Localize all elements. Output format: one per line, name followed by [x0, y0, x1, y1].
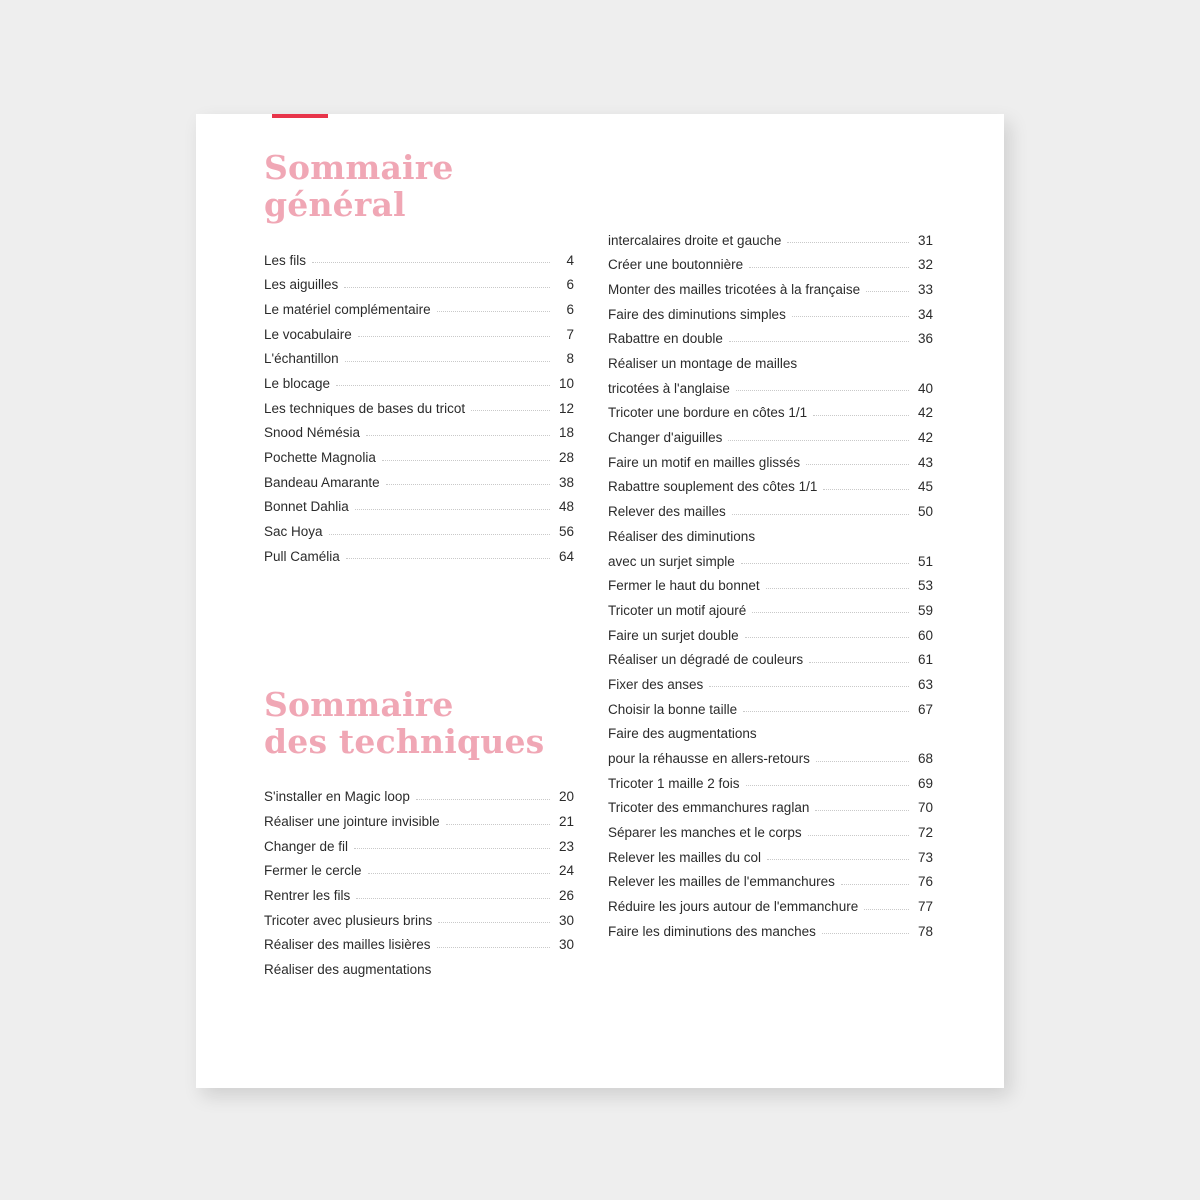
toc-entry-label: S'installer en Magic loop [264, 789, 410, 805]
toc-leader-dots [345, 354, 550, 362]
toc-entry-page-number: 31 [917, 232, 933, 248]
toc-leader-dots [355, 502, 550, 510]
toc-leader-dots [823, 482, 909, 490]
toc-entry-label: Monter des mailles tricotées à la française [608, 281, 861, 297]
toc-entry-page-number: 26 [558, 888, 574, 904]
toc-entry-page-number: 10 [558, 375, 574, 391]
toc-entry-label: Faire un surjet double [608, 627, 739, 643]
toc-entry[interactable] [608, 672, 933, 697]
toc-entry-label: Les techniques de bases du tricot [264, 400, 466, 416]
toc-leader-dots [761, 532, 927, 539]
toc-leader-dots [329, 527, 550, 535]
toc-entry-label: Pull Camélia [264, 548, 340, 564]
toc-title-techniques: Sommaire des techniques [264, 684, 545, 761]
toc-entry-label: Relever des mailles [608, 504, 726, 520]
toc-entry[interactable] [264, 495, 574, 520]
toc-leader-dots [437, 940, 550, 948]
toc-entry-page-number: 36 [917, 331, 933, 347]
toc-entry-page-number: 32 [917, 257, 933, 273]
toc-list-techniques-continued [608, 228, 933, 944]
toc-entry-label: L'échantillon [264, 351, 339, 367]
toc-entry-label: Séparer les manches et le corps [608, 825, 802, 841]
toc-entry-page-number: 40 [917, 380, 933, 396]
document-page-container [196, 114, 1004, 1088]
toc-entry-label: Les aiguilles [264, 277, 339, 293]
toc-entry-page-number: 12 [558, 400, 574, 416]
toc-entry-page-number: 77 [917, 899, 933, 915]
toc-entry-page-number: 76 [917, 874, 933, 890]
toc-entry[interactable] [264, 371, 574, 396]
toc-entry-page-number: 56 [558, 524, 574, 540]
toc-entry-label: Tricoter 1 maille 2 fois [608, 775, 740, 791]
toc-entry-label: Relever les mailles de l'emmanchures [608, 874, 835, 890]
toc-list-techniques [264, 785, 574, 983]
toc-leader-dots [787, 235, 909, 243]
toc-entry-label: Fermer le haut du bonnet [608, 578, 760, 594]
toc-entry-label: Les fils [264, 252, 307, 268]
toc-title-general: Sommaire général [264, 148, 454, 224]
toc-entry-label: intercalaires droite et gauche [608, 232, 782, 248]
toc-columns [196, 114, 1004, 1088]
toc-entry[interactable] [608, 697, 933, 722]
toc-leader-dots [732, 507, 909, 515]
toc-entry-page-number: 6 [566, 277, 574, 293]
toc-entry-page-number: 61 [917, 652, 933, 668]
toc-entry-page-number: 60 [917, 627, 933, 643]
toc-entry-page-number: 59 [917, 602, 933, 618]
toc-entry-label: Bandeau Amarante [264, 474, 380, 490]
toc-entry-label: Rentrer les fils [264, 888, 351, 904]
toc-entry[interactable] [608, 598, 933, 623]
toc-leader-dots [749, 260, 909, 268]
toc-leader-dots [809, 655, 909, 663]
toc-entry-page-number: 33 [917, 281, 933, 297]
toc-entry[interactable] [608, 327, 933, 352]
toc-entry-page-number: 68 [917, 751, 933, 767]
toc-entry-page-number: 45 [917, 479, 933, 495]
toc-entry-label: Faire les diminutions des manches [608, 923, 816, 939]
toc-entry-page-number: 7 [566, 326, 574, 342]
toc-entry[interactable] [264, 273, 574, 298]
toc-entry-label: Réduire les jours autour de l'emmanchure [608, 899, 859, 915]
toc-entry[interactable] [608, 253, 933, 278]
toc-entry-label: Tricoter un motif ajouré [608, 602, 747, 618]
toc-entry-page-number: 67 [917, 701, 933, 717]
toc-entry[interactable] [608, 722, 933, 747]
book-page [196, 114, 1004, 1088]
toc-entry[interactable] [608, 895, 933, 920]
toc-entry[interactable] [608, 870, 933, 895]
toc-leader-dots [382, 453, 550, 461]
toc-leader-dots [728, 433, 909, 441]
toc-entry-page-number: 30 [558, 912, 574, 928]
toc-entry-label: Relever les mailles du col [608, 849, 762, 865]
toc-entry-page-number: 38 [558, 474, 574, 490]
toc-entry-label: pour la réhausse en allers-retours [608, 751, 810, 767]
toc-entry-page-number: 69 [917, 775, 933, 791]
toc-entry-label: Faire des augmentations [608, 726, 757, 742]
toc-leader-dots [437, 304, 550, 312]
toc-entry[interactable] [264, 470, 574, 495]
toc-entry-label: Créer une boutonnière [608, 257, 744, 273]
toc-entry-label: Le blocage [264, 375, 331, 391]
toc-entry-label: Faire un motif en mailles glissés [608, 454, 801, 470]
toc-leader-dots [752, 605, 909, 613]
toc-entry-label: Pochette Magnolia [264, 450, 376, 465]
toc-entry[interactable] [608, 302, 933, 327]
toc-entry-page-number: 8 [566, 351, 574, 367]
toc-entry[interactable] [608, 574, 933, 599]
toc-entry-page-number: 18 [558, 425, 574, 441]
toc-entry[interactable] [264, 908, 574, 933]
toc-leader-dots [763, 730, 927, 737]
toc-entry-label: Fermer le cercle [264, 863, 362, 879]
toc-leader-dots [815, 803, 909, 811]
toc-entry-label: Réaliser une jointure invisible [264, 814, 440, 830]
toc-leader-dots [729, 334, 909, 342]
toc-entry[interactable] [264, 396, 574, 421]
toc-entry[interactable] [608, 524, 933, 549]
toc-entry-label: Snood Némésia [264, 425, 361, 441]
toc-leader-dots [822, 926, 909, 934]
toc-leader-dots [866, 284, 909, 292]
toc-entry[interactable] [608, 821, 933, 846]
toc-leader-dots [767, 852, 909, 860]
toc-entry-page-number: 42 [917, 405, 933, 421]
toc-entry-label: Faire des diminutions simples [608, 306, 786, 322]
toc-leader-dots [766, 581, 909, 589]
toc-entry[interactable] [264, 859, 574, 884]
toc-leader-dots [437, 966, 568, 973]
toc-entry[interactable] [264, 421, 574, 446]
toc-entry[interactable] [264, 445, 574, 470]
toc-entry[interactable] [264, 958, 574, 983]
toc-leader-dots [356, 891, 550, 899]
toc-leader-dots [743, 704, 909, 712]
toc-entry-page-number: 4 [566, 252, 574, 268]
toc-leader-dots [746, 778, 909, 786]
toc-entry-page-number: 24 [558, 863, 574, 879]
toc-leader-dots [386, 477, 550, 485]
toc-entry-page-number: 78 [917, 923, 933, 939]
toc-entry[interactable] [608, 919, 933, 944]
toc-leader-dots [813, 408, 909, 416]
toc-entry-page-number: 48 [558, 499, 574, 515]
toc-entry[interactable] [264, 297, 574, 322]
toc-entry-page-number: 64 [558, 548, 574, 564]
toc-leader-dots [792, 309, 909, 317]
toc-entry-page-number: 73 [917, 849, 933, 865]
toc-entry-page-number: 21 [558, 814, 574, 830]
toc-entry-label: Réaliser un montage de mailles [608, 356, 798, 372]
toc-entry[interactable] [608, 549, 933, 574]
toc-entry-page-number: 43 [917, 454, 933, 470]
toc-entry[interactable] [608, 500, 933, 525]
toc-leader-dots [416, 792, 550, 800]
toc-entry-label: Choisir la bonne taille [608, 701, 738, 717]
toc-entry-label: Bonnet Dahlia [264, 499, 349, 515]
toc-entry-label: Tricoter des emmanchures raglan [608, 800, 810, 816]
toc-entry-label: Réaliser des mailles lisières [264, 937, 431, 953]
toc-entry-page-number: 34 [917, 306, 933, 322]
toc-leader-dots [446, 817, 550, 825]
toc-leader-dots [438, 915, 550, 923]
toc-right-column [608, 228, 933, 944]
toc-entry-page-number: 63 [917, 676, 933, 692]
toc-entry-label: Fixer des anses [608, 676, 704, 692]
toc-entry[interactable] [608, 426, 933, 451]
toc-entry[interactable] [264, 834, 574, 859]
toc-entry[interactable] [264, 248, 574, 273]
toc-leader-dots [864, 902, 909, 910]
toc-entry-label: Tricoter avec plusieurs brins [264, 912, 433, 928]
toc-leader-dots [806, 457, 909, 465]
toc-entry-label: Réaliser des augmentations [264, 962, 432, 978]
toc-entry-label: Réaliser des diminutions [608, 528, 756, 544]
toc-entry[interactable] [608, 796, 933, 821]
toc-entry-label: Le matériel complémentaire [264, 301, 431, 317]
toc-entry[interactable] [608, 376, 933, 401]
toc-entry-page-number: 42 [917, 430, 933, 446]
toc-leader-dots [336, 378, 550, 386]
toc-entry[interactable] [264, 544, 574, 569]
toc-entry[interactable] [264, 519, 574, 544]
toc-list-general [264, 248, 574, 569]
toc-leader-dots [312, 255, 550, 263]
toc-entry[interactable] [264, 809, 574, 834]
toc-entry-label: Tricoter une bordure en côtes 1/1 [608, 405, 808, 421]
toc-leader-dots [736, 383, 909, 391]
toc-leader-dots [471, 403, 550, 411]
toc-leader-dots [803, 360, 927, 367]
toc-left-column [264, 150, 574, 982]
toc-entry[interactable] [608, 771, 933, 796]
toc-leader-dots [368, 866, 550, 874]
toc-entry[interactable] [608, 623, 933, 648]
toc-entry[interactable] [608, 228, 933, 253]
toc-leader-dots [741, 556, 909, 564]
toc-leader-dots [745, 630, 909, 638]
toc-leader-dots [841, 877, 909, 885]
toc-entry-label: Changer de fil [264, 838, 349, 854]
toc-entry[interactable] [264, 322, 574, 347]
toc-entry-label: Sac Hoya [264, 524, 323, 540]
toc-entry-label: avec un surjet simple [608, 553, 735, 569]
toc-entry[interactable] [608, 450, 933, 475]
toc-entry-page-number: 72 [917, 825, 933, 841]
toc-leader-dots [358, 329, 550, 337]
toc-entry-label: Rabattre en double [608, 331, 723, 347]
toc-section-techniques [264, 684, 574, 982]
toc-entry-page-number: 51 [917, 553, 933, 569]
toc-leader-dots [354, 841, 550, 849]
toc-leader-dots [816, 754, 909, 762]
toc-entry[interactable] [608, 746, 933, 771]
toc-leader-dots [709, 679, 909, 687]
toc-entry-page-number: 50 [917, 504, 933, 520]
toc-leader-dots [346, 551, 550, 559]
toc-entry[interactable] [608, 277, 933, 302]
toc-entry-page-number: 53 [917, 578, 933, 594]
toc-entry-label: Rabattre souplement des côtes 1/1 [608, 479, 818, 495]
toc-entry[interactable] [264, 884, 574, 909]
toc-entry-page-number: 70 [917, 800, 933, 816]
toc-entry-label: Le vocabulaire [264, 326, 352, 342]
toc-entry[interactable] [264, 933, 574, 958]
toc-entry[interactable] [608, 648, 933, 673]
toc-entry-page-number: 23 [558, 838, 574, 854]
toc-entry[interactable] [608, 401, 933, 426]
toc-entry-page-number: 30 [558, 937, 574, 953]
toc-leader-dots [808, 828, 909, 836]
toc-entry[interactable] [608, 351, 933, 376]
toc-entry[interactable] [608, 845, 933, 870]
toc-entry[interactable] [264, 785, 574, 810]
toc-leader-dots [366, 428, 550, 436]
toc-entry-page-number: 6 [566, 301, 574, 317]
toc-section-general [264, 150, 574, 569]
toc-entry[interactable] [264, 347, 574, 372]
toc-entry-label: Changer d'aiguilles [608, 430, 723, 446]
toc-leader-dots [344, 280, 550, 288]
toc-entry-label: tricotées à l'anglaise [608, 380, 730, 396]
toc-entry-page-number: 20 [558, 789, 574, 805]
toc-entry[interactable] [608, 475, 933, 500]
toc-entry-page-number: 28 [558, 450, 574, 465]
toc-entry-label: Réaliser un dégradé de couleurs [608, 652, 804, 668]
